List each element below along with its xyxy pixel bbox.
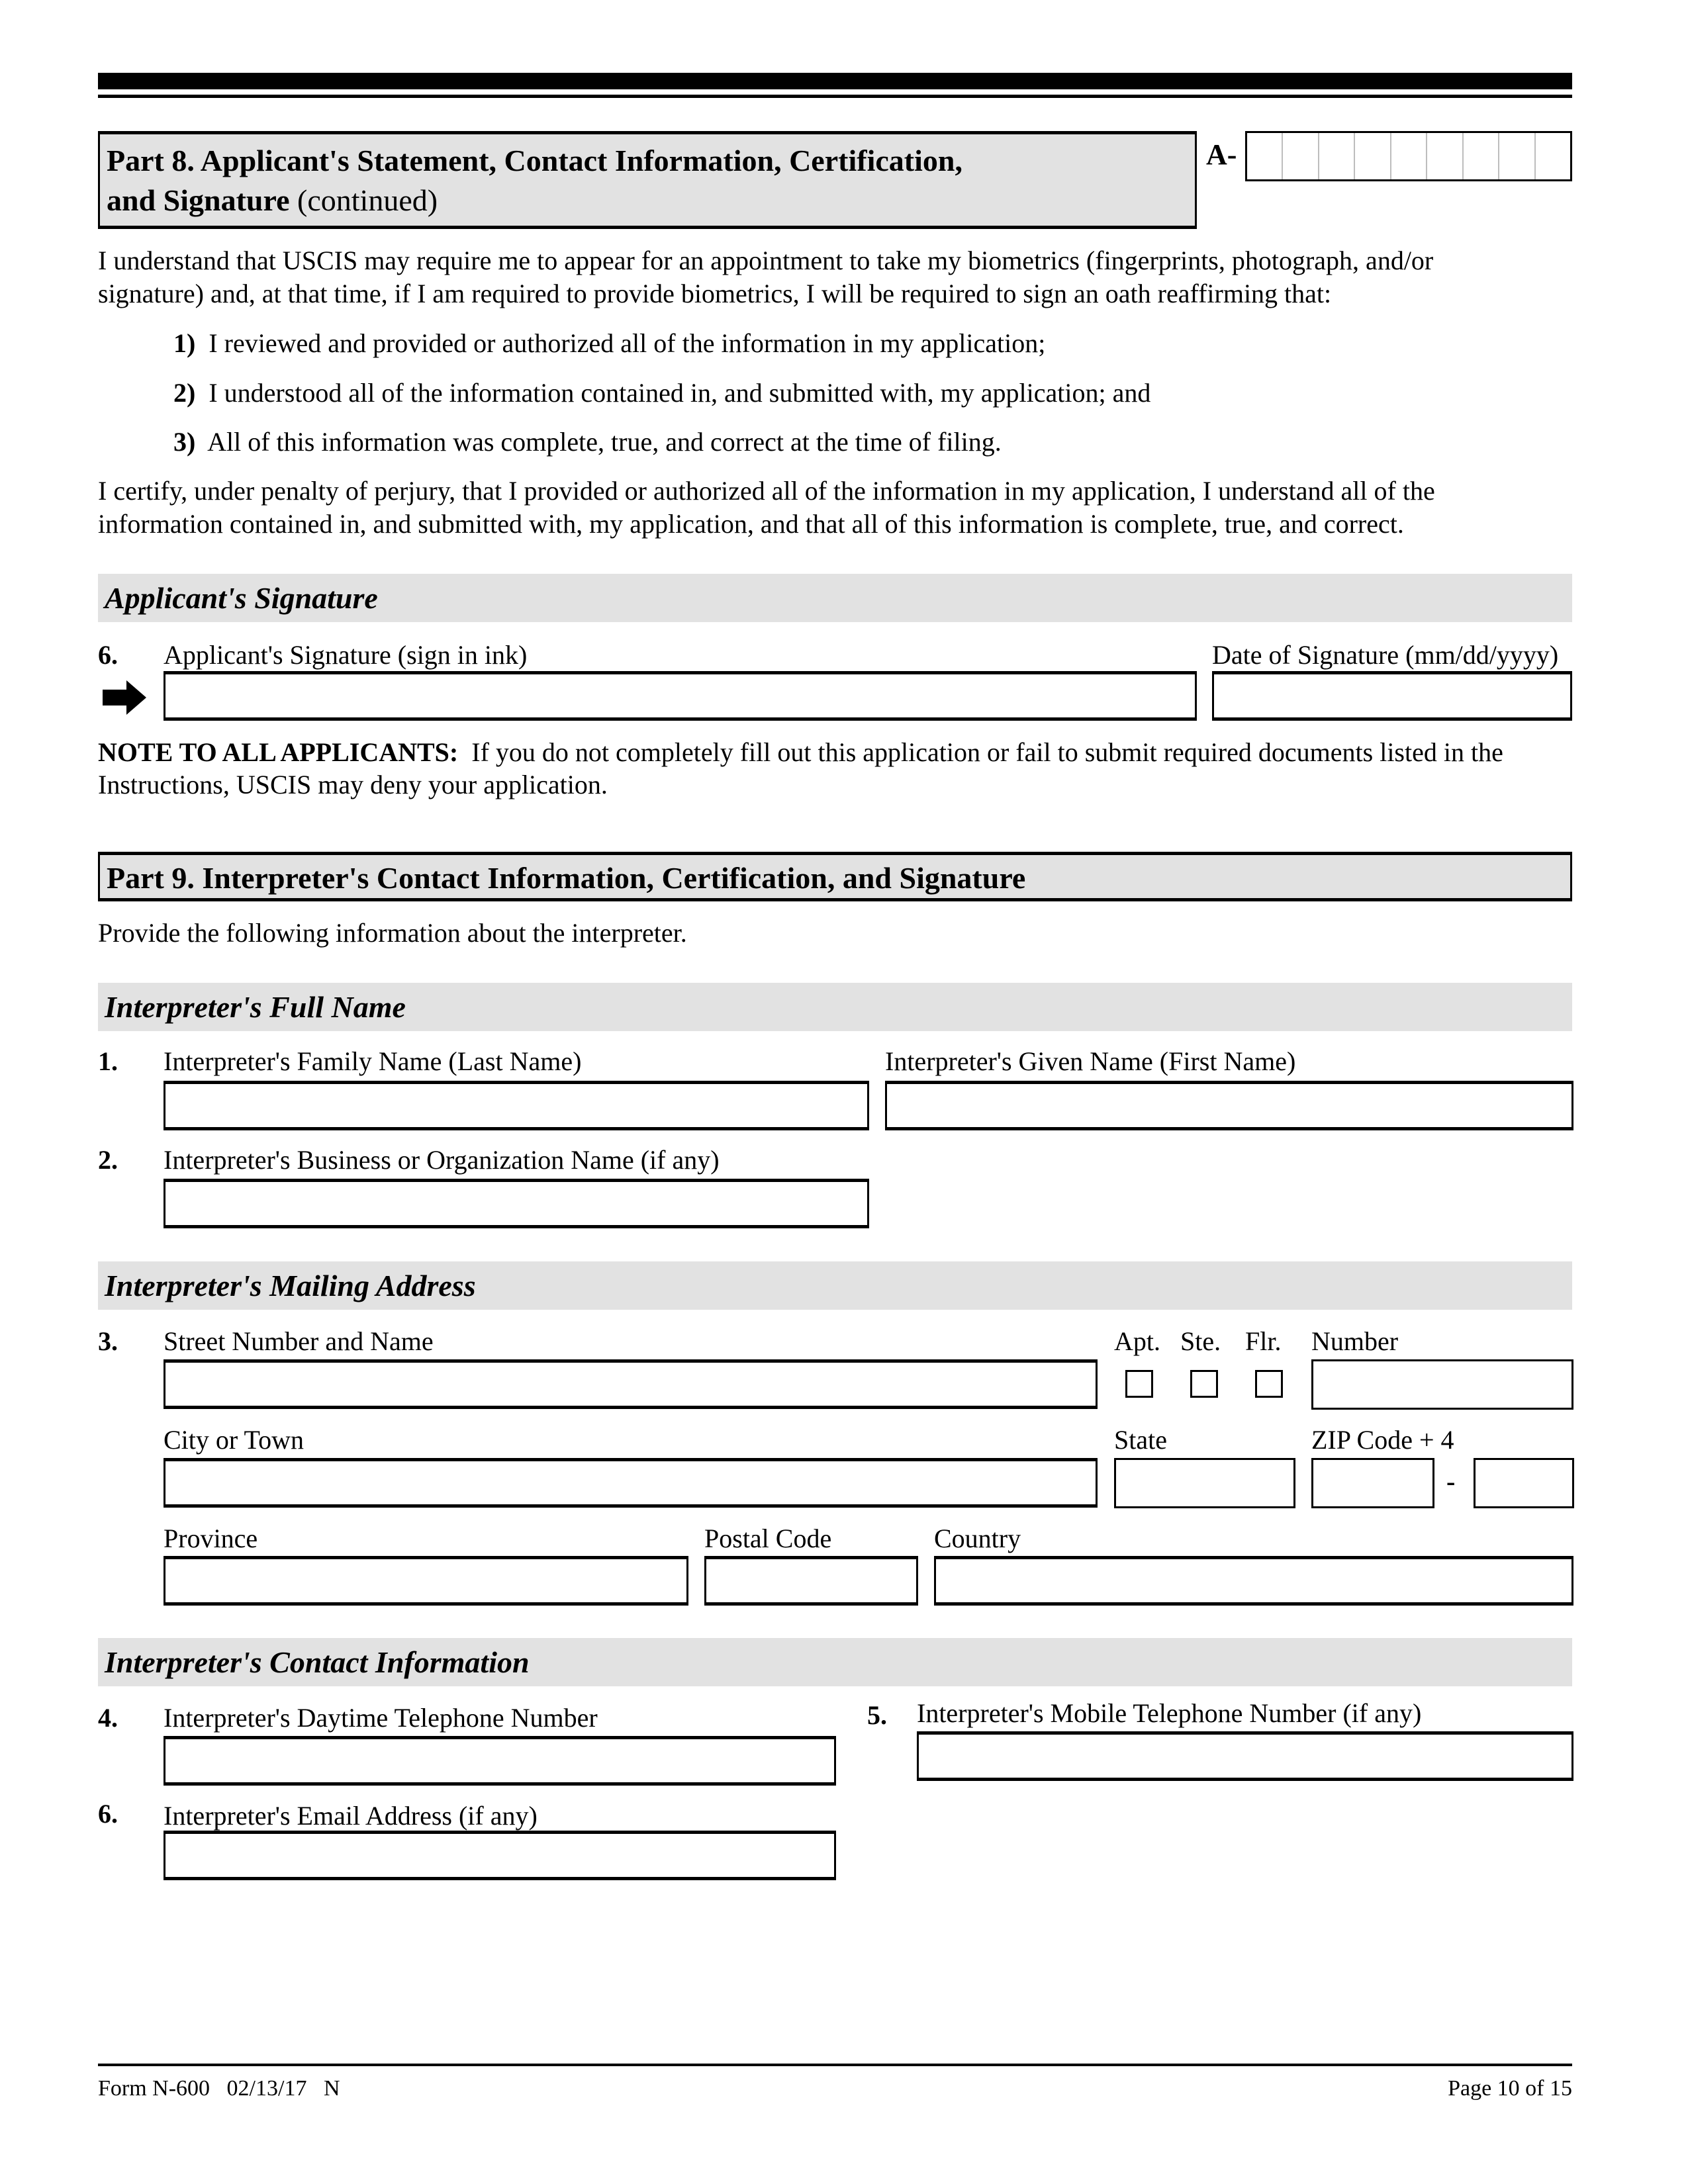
date-of-signature-label: Date of Signature (mm/dd/yyyy): [1212, 640, 1559, 670]
item-1-number: 1.: [98, 1046, 118, 1076]
top-thin-rule: [98, 95, 1572, 98]
apt-label: Apt.: [1114, 1326, 1160, 1356]
part8-continued: (continued): [289, 183, 438, 217]
interpreter-contact-info-heading: Interpreter's Contact Information: [105, 1645, 530, 1679]
zip-code-input[interactable]: [1311, 1458, 1434, 1508]
number-label: Number: [1311, 1326, 1399, 1356]
part8-title: Part 8. Applicant's Statement, Contact Information, Certification,: [107, 144, 962, 177]
apt-checkbox[interactable]: [1125, 1370, 1153, 1398]
zip-label: ZIP Code + 4: [1311, 1425, 1454, 1455]
applicant-signature-band: [98, 574, 1572, 622]
statement-intro-line1: I understand that USCIS may require me to appear for an appointment to take my biometrics (fingerprints, photograph, and/or: [98, 246, 1434, 275]
ste-label: Ste.: [1180, 1326, 1221, 1356]
unit-number-input[interactable]: [1311, 1359, 1573, 1410]
applicant-signature-field[interactable]: [164, 671, 1197, 721]
state-input[interactable]: [1114, 1458, 1295, 1508]
state-label: State: [1114, 1425, 1167, 1455]
item-3-number: 3.: [98, 1326, 118, 1356]
item-6-number: 6.: [98, 640, 118, 670]
footer-page-number: Page 10 of 15: [1448, 2076, 1572, 2101]
item-2-number: 2.: [98, 1145, 118, 1175]
street-label: Street Number and Name: [164, 1326, 434, 1356]
business-name-label: Interpreter's Business or Organization Name (if any): [164, 1145, 720, 1175]
country-input[interactable]: [934, 1556, 1573, 1606]
item-5-number: 5.: [867, 1700, 887, 1730]
item-4-number: 4.: [98, 1703, 118, 1733]
a-number-label: A-: [1206, 138, 1237, 171]
business-name-input[interactable]: [164, 1179, 869, 1228]
daytime-phone-input[interactable]: [164, 1736, 836, 1786]
footer-form-id: Form N-600 02/13/17 N: [98, 2076, 340, 2101]
a-number-cells: [1247, 133, 1570, 179]
part8-title-line2: and Signature: [107, 183, 290, 217]
interpreter-mailing-address-band: [98, 1261, 1572, 1310]
part9-intro: Provide the following information about the interpreter.: [98, 918, 687, 948]
ste-checkbox[interactable]: [1190, 1370, 1218, 1398]
email-input[interactable]: [164, 1831, 836, 1880]
footer-rule: [98, 2064, 1572, 2066]
date-of-signature-field[interactable]: [1212, 671, 1572, 721]
daytime-phone-label: Interpreter's Daytime Telephone Number: [164, 1703, 598, 1733]
note-to-applicants-line2: Instructions, USCIS may deny your application.: [98, 770, 608, 799]
interpreter-mailing-address-heading: Interpreter's Mailing Address: [105, 1269, 476, 1302]
note-to-applicants-line1: NOTE TO ALL APPLICANTS: If you do not completely fill out this application or fail to submit required documents listed in the: [98, 737, 1503, 767]
a-number-input[interactable]: [1245, 131, 1572, 181]
city-input[interactable]: [164, 1458, 1098, 1508]
part8-header: [98, 131, 1197, 229]
zip-plus4-input[interactable]: [1474, 1458, 1574, 1508]
province-label: Province: [164, 1524, 258, 1553]
zip-dash: -: [1446, 1467, 1456, 1496]
certify-line2: information contained in, and submitted with, my application, and that all of this information is complete, true, and correct.: [98, 509, 1404, 539]
oath-item-3: 3) All of this information was complete, true, and correct at the time of filing.: [173, 427, 1002, 457]
oath-item-1: 1) I reviewed and provided or authorized all of the information in my application;: [173, 328, 1046, 358]
province-input[interactable]: [164, 1556, 688, 1606]
interpreter-full-name-band: [98, 983, 1572, 1031]
country-label: Country: [934, 1524, 1021, 1553]
flr-label: Flr.: [1245, 1326, 1282, 1356]
signature-label: Applicant's Signature (sign in ink): [164, 640, 528, 670]
interpreter-contact-info-band: [98, 1638, 1572, 1686]
top-thick-rule: [98, 73, 1572, 89]
applicant-signature-heading: Applicant's Signature: [105, 581, 378, 615]
postal-code-label: Postal Code: [704, 1524, 832, 1553]
note-bold-label: NOTE TO ALL APPLICANTS:: [98, 737, 459, 767]
right-arrow-icon: [103, 680, 146, 715]
item-6-contact-number: 6.: [98, 1799, 118, 1829]
part9-title: Part 9. Interpreter's Contact Information, Certification, and Signature: [107, 861, 1026, 895]
given-name-label: Interpreter's Given Name (First Name): [885, 1046, 1296, 1076]
family-name-label: Interpreter's Family Name (Last Name): [164, 1046, 582, 1076]
statement-intro-line2: signature) and, at that time, if I am required to provide biometrics, I will be required to sign an oath reaffirming that:: [98, 279, 1332, 308]
part9-header: [98, 852, 1572, 901]
certify-line1: I certify, under penalty of perjury, that I provided or authorized all of the information in my application, I understand all of the: [98, 476, 1435, 506]
city-label: City or Town: [164, 1425, 305, 1455]
interpreter-full-name-heading: Interpreter's Full Name: [105, 990, 406, 1024]
email-label: Interpreter's Email Address (if any): [164, 1801, 538, 1831]
mobile-phone-label: Interpreter's Mobile Telephone Number (if any): [917, 1698, 1422, 1728]
family-name-input[interactable]: [164, 1081, 869, 1130]
postal-code-input[interactable]: [704, 1556, 918, 1606]
flr-checkbox[interactable]: [1255, 1370, 1283, 1398]
given-name-input[interactable]: [885, 1081, 1573, 1130]
oath-item-2: 2) I understood all of the information contained in, and submitted with, my application; and: [173, 378, 1151, 408]
street-input[interactable]: [164, 1359, 1098, 1409]
mobile-phone-input[interactable]: [917, 1731, 1573, 1781]
